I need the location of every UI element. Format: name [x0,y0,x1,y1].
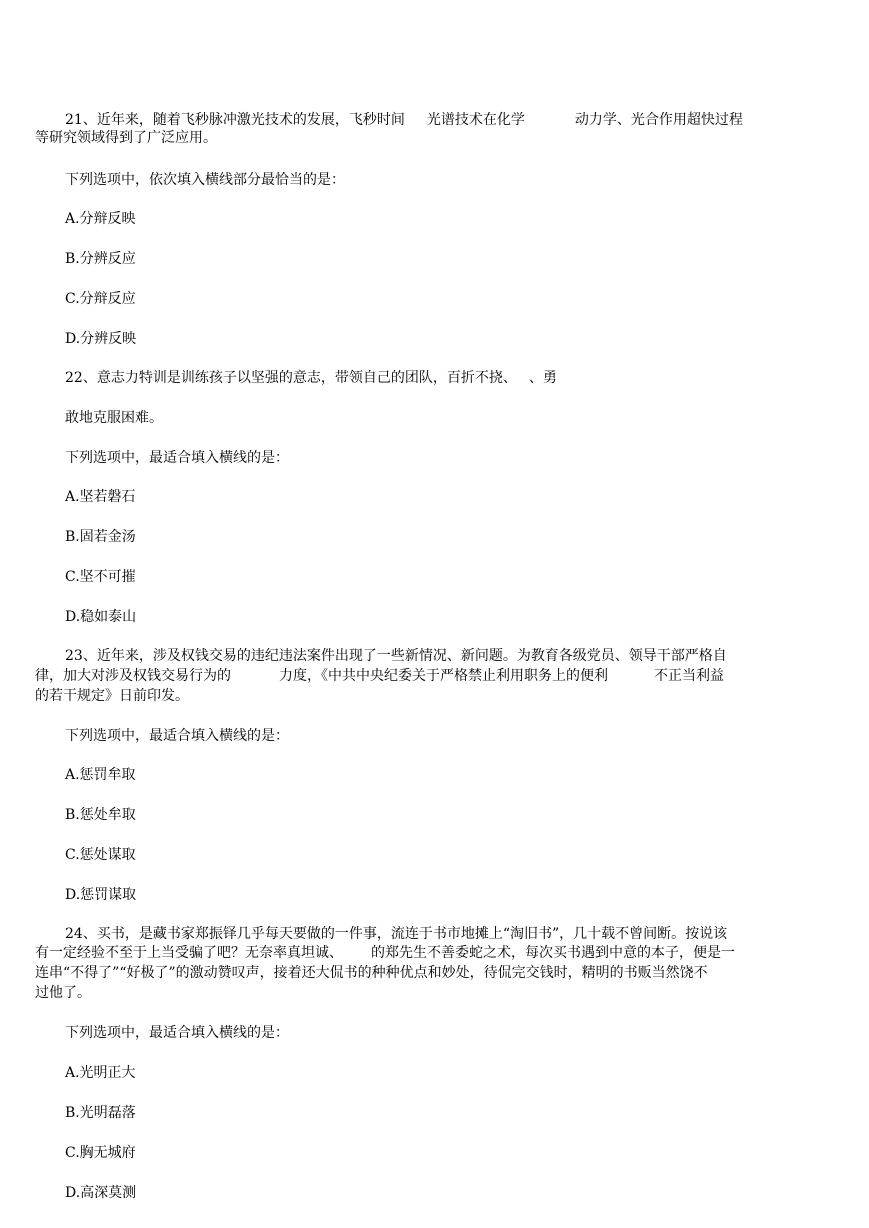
q21-prompt: 下列选项中，依次填入横线部分最恰当的是： [65,172,345,188]
q24-prompt: 下列选项中，最适合填入横线的是： [65,1025,289,1041]
q22-prompt: 下列选项中，最适合填入横线的是： [65,450,289,466]
q21-option-d: D.分辨反映 [65,331,137,347]
q22-option-c: C.坚不可摧 [65,569,136,585]
q23-stem-line-2 [35,667,724,685]
q23-option-d: D.惩罚谋取 [65,887,137,903]
q21-stem-line-1 [65,111,743,129]
q24-stem-line-1: 24、买书，是藏书家郑振铎几乎每天要做的一件事，流连于书市地摊上“淘旧书”，几十载不曾间断。按说该 [65,926,728,942]
q24-option-d: D.高深莫测 [65,1185,137,1201]
q21-stem-part-2: 光谱技术在化学 [426,112,525,128]
q22-option-d: D.稳如泰山 [65,609,137,625]
q22-stem-line-1 [65,369,557,387]
q24-stem-line-2 [35,944,735,962]
q24-option-c: C.胸无城府 [65,1145,136,1161]
q21-option-a: A.分辩反映 [65,211,136,227]
q23-option-a: A.惩罚牟取 [65,767,136,783]
q23-stem-line-1: 23、近年来，涉及权钱交易的违纪违法案件出现了一些新情况、新问题。为教育各级党员、领导干部严格自 [65,648,727,664]
q24-option-a: A.光明正大 [65,1065,136,1081]
q21-stem-part-1: 21、近年来，随着飞秒脉冲激光技术的发展，飞秒时间 [65,112,405,128]
q22-stem-line-2: 敢地克服困难。 [65,410,163,426]
q23-prompt: 下列选项中，最适合填入横线的是： [65,728,289,744]
q22-stem-part-1: 22、意志力特训是训练孩子以坚强的意志，带领自己的团队，百折不挠、 [65,370,517,386]
q23-option-b: B.惩处牟取 [65,807,136,823]
q23-option-c: C.惩处谋取 [65,847,136,863]
q24-stem-line-3: 连串“不得了”“好极了”的激动赞叹声，接着还大侃书的种种优点和妙处，待侃完交钱时，精明的书贩当然饶不 [35,965,708,981]
q24-stem-part-2: 的郑先生不善委蛇之术，每次买书遇到中意的本子，便是一 [371,945,735,961]
q24-stem-part-1: 有一定经验不至于上当受骗了吧？无奈率真坦诚、 [35,945,343,961]
q22-stem-part-2: 、勇 [528,370,557,386]
q21-option-c: C.分辩反应 [65,291,136,307]
q24-option-b: B.光明磊落 [65,1105,136,1121]
q23-stem-part-1: 律，加大对涉及权钱交易行为的 [35,668,231,684]
q24-stem-line-4: 过他了。 [35,985,91,1001]
q22-option-a: A.坚若磐石 [65,489,136,505]
q23-stem-part-2: 力度，《中共中央纪委关于严格禁止利用职务上的便利 [279,668,608,684]
q21-stem-part-3: 动力学、光合作用超快过程 [574,112,743,128]
q21-option-b: B.分辨反应 [65,251,136,267]
q23-stem-line-3: 的若干规定》日前印发。 [35,688,189,704]
q23-stem-part-3: 不正当利益 [654,668,724,684]
q22-option-b: B.固若金汤 [65,529,136,545]
q21-stem-line-2: 等研究领域得到了广泛应用。 [35,130,217,146]
